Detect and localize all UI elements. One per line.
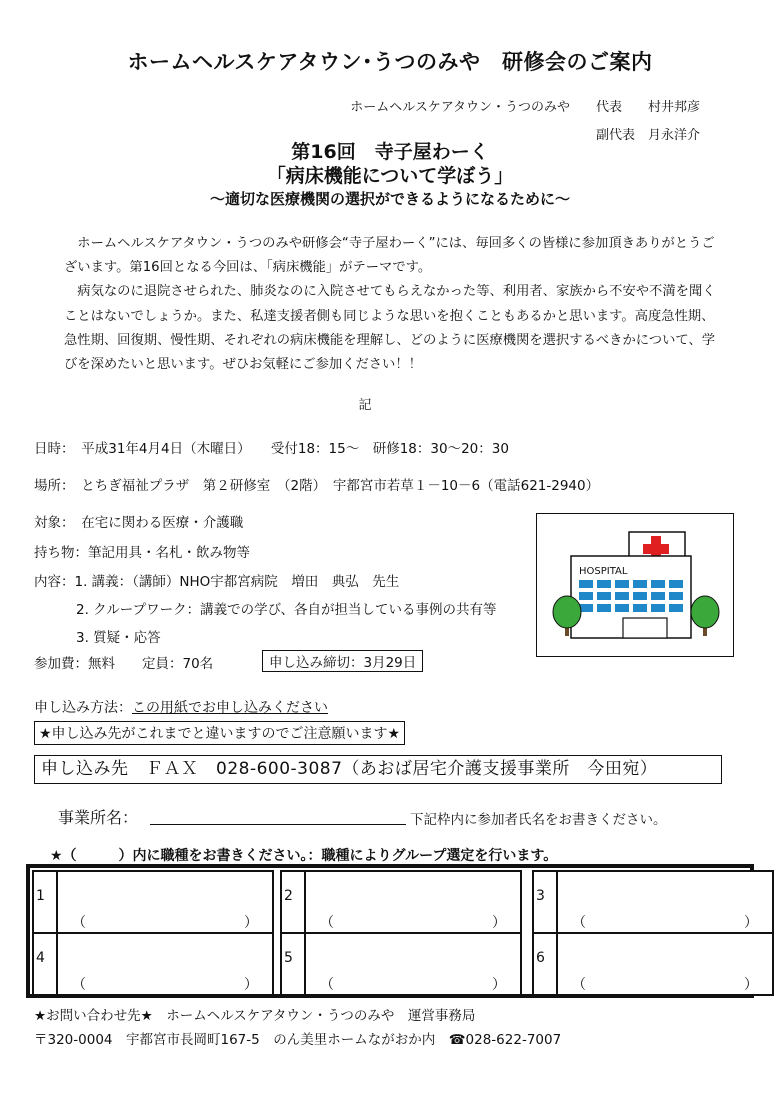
intro-text <box>64 232 724 377</box>
job-field[interactable] <box>320 974 506 994</box>
intro-paragraph-2: 病気なのに退院させられた、肺炎なのに入院させてもらえなかった等、利用者、家族から不安や不満を聞くことはないでしょうか。また、私達支援者側も同じような思いを抱くこともあるかと思います。高度急性期、急性期、回復期、慢性期、それぞれの病床機能を理解し、どのように医療機関を選択するべきかについて、学びを深めたいと思います。ぜひお気軽にご参加ください！！ <box>64 284 716 373</box>
hospital-window <box>597 604 611 612</box>
hospital-window <box>651 592 665 600</box>
paren-close: ） <box>492 915 506 931</box>
hospital-window <box>669 592 683 600</box>
hospital-window <box>651 580 665 588</box>
event-subheading: ～適切な医療機関の選択ができるようになるために～ <box>209 190 570 208</box>
participant-cell-5[interactable] <box>280 932 522 996</box>
participant-cell-4[interactable] <box>32 932 274 996</box>
paren-open: （ <box>320 915 334 931</box>
participant-grid <box>26 864 758 998</box>
event-heading-1: 第16回 寺子屋わーく <box>291 141 489 163</box>
participant-name-field[interactable] <box>56 934 272 994</box>
participant-number: 2 <box>284 888 293 904</box>
contact-line-1: ★お問い合わせ先★ ホームヘルスケアタウン・うつのみや 運営事務局 <box>34 1008 476 1024</box>
detail-content-3: 3. 質疑・応答 <box>76 630 161 646</box>
detail-datetime: 日時： 平成31年4月4日（木曜日） 受付18：15～ 研修18：30～20：30 <box>34 441 509 457</box>
hospital-window <box>651 604 665 612</box>
hospital-window <box>633 604 647 612</box>
participant-name-field[interactable] <box>304 934 520 994</box>
paren-close: ） <box>744 915 758 931</box>
hospital-window <box>615 604 629 612</box>
participant-number: 5 <box>284 950 293 966</box>
hospital-icon <box>537 514 733 656</box>
job-field[interactable] <box>72 912 258 932</box>
detail-target: 対象： 在宅に関わる医療・介護職 <box>34 515 244 531</box>
application-method-label: 申し込み方法： <box>34 700 132 716</box>
contact-line-2: 〒320-0004 宇都宮市長岡町167-5 のん美里ホームながおか内 ☎028-622-7007 <box>34 1032 562 1048</box>
paren-open: （ <box>572 977 586 993</box>
paren-close: ） <box>244 915 258 931</box>
participant-number: 6 <box>536 950 545 966</box>
hospital-window <box>615 592 629 600</box>
paren-open: （ <box>320 977 334 993</box>
event-heading <box>0 140 780 188</box>
hospital-window <box>597 580 611 588</box>
office-name-label: 事業所名： <box>58 808 139 827</box>
participant-name-field[interactable] <box>304 872 520 932</box>
paren-close: ） <box>744 977 758 993</box>
application-notice: ★申し込み先がこれまでと違いますのでご注意願います★ <box>34 721 405 745</box>
detail-belongings: 持ち物：筆記用具・名札・飲み物等 <box>34 545 250 561</box>
hospital-sign: HOSPITAL <box>579 566 628 577</box>
application-method-value: この用紙でお申し込みください <box>132 700 328 716</box>
application-method <box>34 697 328 717</box>
detail-deadline: 申し込み締切：3月29日 <box>262 650 423 672</box>
hospital-window <box>669 580 683 588</box>
job-note: ★（ ）内に職種をお書きください。：職種によりグループ選定を行います。 <box>50 848 558 864</box>
job-field[interactable] <box>72 974 258 994</box>
hospital-window <box>633 592 647 600</box>
organizer-line-1: ホームヘルスケアタウン・うつのみや 代表 村井邦彦 <box>350 100 700 115</box>
paren-open: （ <box>72 977 86 993</box>
participant-name-field[interactable] <box>556 934 772 994</box>
tree-icon <box>553 596 581 628</box>
intro-paragraph-1: ホームヘルスケアタウン・うつのみや研修会“寺子屋わーく”には、毎回多くの皆様に参加頂きありがとうございます。第16回となる今回は、「病床機能」がテーマです。 <box>64 236 715 276</box>
detail-place: 場所： とちぎ福祉プラザ 第２研修室 （2階） 宇都宮市若草１－10－6（電話621-2940） <box>34 478 600 494</box>
hospital-window <box>633 580 647 588</box>
hospital-window <box>597 592 611 600</box>
hospital-illustration <box>536 513 734 657</box>
tree-icon <box>691 596 719 628</box>
fax-box: 申し込み先 ＦＡＸ 028-600-3087（あおば居宅介護支援事業所 今田宛） <box>34 755 722 784</box>
event-heading-2: 「病床機能について学ぼう」 <box>266 165 514 187</box>
detail-fee: 参加費：無料 定員：70名 <box>34 656 214 672</box>
office-name-line[interactable] <box>150 824 406 825</box>
hospital-window <box>669 604 683 612</box>
job-field[interactable] <box>320 912 506 932</box>
participant-name-field[interactable] <box>56 872 272 932</box>
participant-number: 1 <box>36 888 45 904</box>
paren-open: （ <box>72 915 86 931</box>
paren-close: ） <box>244 977 258 993</box>
participant-cell-1[interactable] <box>32 870 274 934</box>
detail-content-1: 内容：1. 講義：（講師）NHO宇都宮病院 増田 典弘 先生 <box>34 574 400 590</box>
hospital-window <box>579 592 593 600</box>
paren-open: （ <box>572 915 586 931</box>
ki-mark: 記 <box>358 398 372 413</box>
job-field[interactable] <box>572 912 758 932</box>
participant-number: 4 <box>36 950 45 966</box>
hospital-window <box>579 580 593 588</box>
participant-cell-2[interactable] <box>280 870 522 934</box>
paren-close: ） <box>492 977 506 993</box>
hospital-window <box>615 580 629 588</box>
office-note: 下記枠内に参加者氏名をお書きください。 <box>410 812 667 828</box>
job-field[interactable] <box>572 974 758 994</box>
page-title: ホームヘルスケアタウン･うつのみや 研修会のご案内 <box>127 50 653 74</box>
participant-number: 3 <box>536 888 545 904</box>
detail-content-2: 2. クループワーク：講義での学び、各自が担当している事例の共有等 <box>76 602 497 618</box>
participant-name-field[interactable] <box>556 872 772 932</box>
organizer-line-2: 副代表 月永洋介 <box>595 128 700 143</box>
participant-cell-3[interactable] <box>532 870 774 934</box>
participant-cell-6[interactable] <box>532 932 774 996</box>
